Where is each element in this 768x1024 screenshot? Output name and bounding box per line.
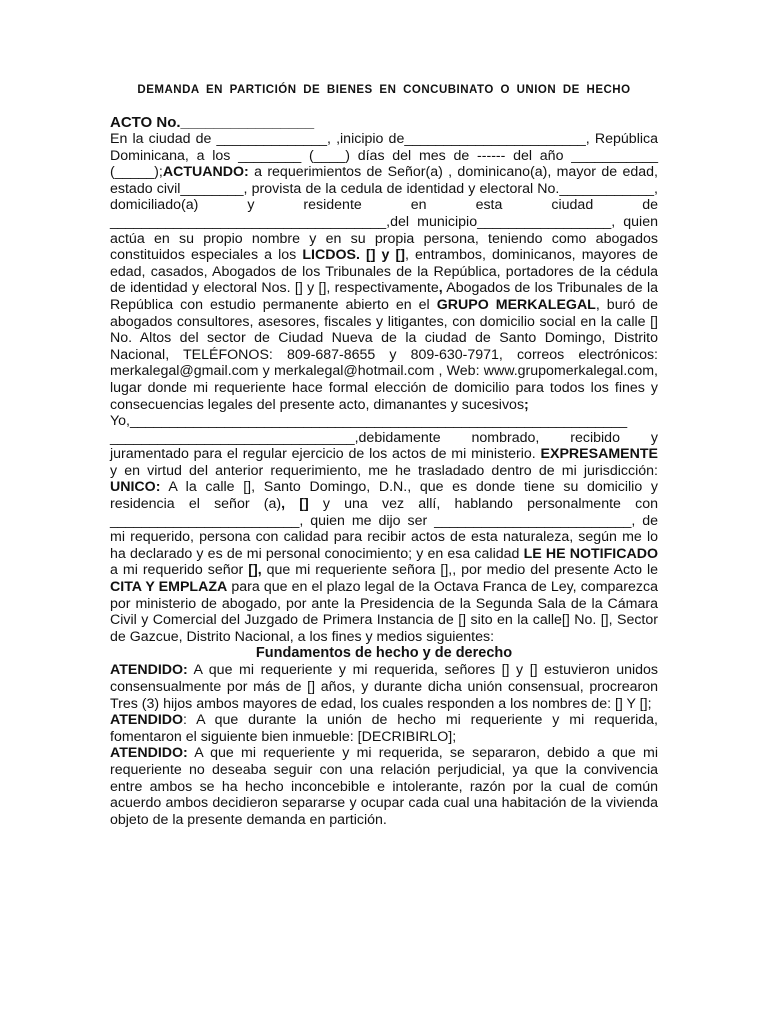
bold-text-run: CITA Y EMPLAZA	[110, 579, 228, 596]
text-run: , buró de abogados consultores, asesores, fiscales y litigantes, con domicilio social en la calle [] No. Altos del sector de Ciudad Nueva de la ciudad de Santo Domingo, Distrito Nacional, TELÉFONOS: 809-687-8655 y 809-630-7971, correos electrónicos: merkalegal@gmail.com y merkalegal@hotmail.com , Web: www.grupomerkalegal.com, lugar donde mi requeriente hace formal elección de domicilio para todos los fines y consecuencias legales del presente acto, dimanantes y sucesivos	[110, 296, 658, 413]
text-run: a mi requerido señor	[110, 562, 249, 579]
bold-text-run: [],	[248, 562, 262, 579]
notification-paragraph	[110, 413, 658, 645]
document-title: DEMANDA EN PARTICIÓN DE BIENES EN CONCUBINATO O UNION DE HECHO	[137, 84, 631, 96]
text-run: y en virtud del anterior requerimiento, me he trasladado dentro de mi jurisdicción:	[110, 462, 658, 479]
atendido-paragraph	[110, 662, 658, 712]
bold-text-run: LICDOS. [] y []	[302, 247, 405, 264]
intro-paragraph	[110, 131, 658, 413]
bold-text-run: UNICO:	[110, 479, 161, 496]
bold-text-run: , []	[281, 496, 309, 513]
document-page	[110, 84, 658, 828]
atendidos-list	[110, 662, 658, 828]
bold-text-run: ACTUANDO:	[162, 164, 249, 181]
text-run: y una vez allí, hablando personalmente con ________________________, quien me dijo ser _________________________, de mi requerido, persona con calidad para recibir actos de esta naturaleza, según me lo ha declarado y es de mi personal conocimiento; y en esa calidad	[110, 496, 658, 562]
atendido-paragraph	[110, 745, 658, 828]
bold-text-run: ATENDIDO:	[110, 662, 188, 679]
text-run: Abogados de los Tribunales de la República con estudio permanente abierto en el	[110, 280, 658, 313]
text-run: Yo,_______________________________________________________________ _______________________________,debidamente nombrado, recibido y juramentado para el regular ejercicio de los actos de mi ministerio.	[110, 413, 658, 463]
text-run: a requerimientos de Señor(a) , dominicano(a), mayor de edad, estado civil________, provista de la cedula de identidad y electoral No.____________, domiciliado(a) y residente en esta ciudad de ___________________________________,del municipio_________________, quien actúa en su propio nombre y en su propia persona, teniendo como abogados constituidos especiales a los	[110, 164, 658, 264]
text-run: : A que durante la unión de hecho mi requeriente y mi requerida, fomentaron el siguiente bien inmueble: [DECRIBIRLO];	[110, 712, 658, 745]
text-run: , entrambos, dominicanos, mayores de edad, casados, Abogados de los Tribunales de la República, portadores de la cédula de identidad y electoral Nos. [] y [], respectivamente	[110, 247, 658, 297]
text-run: A la calle [], Santo Domingo, D.N., que es donde tiene su domicilio y residencia el señor (a)	[110, 479, 658, 513]
bold-text-run: ATENDIDO	[110, 712, 184, 729]
text-run: que mi requeriente señora [],, por medio del presente Acto le	[261, 562, 659, 579]
text-run: A que mi requeriente y mi requerida, señores [] y [] estuvieron unidos consensualmente por más de [] años, y durante dicha unión consensual, procrearon Tres (3) hijos ambos mayores de edad, los cuales responden a los nombres de: [] Y [];	[110, 662, 658, 712]
bold-text-run: EXPRESAMENTE	[540, 446, 658, 463]
bold-text-run: LE HE NOTIFICADO	[523, 545, 658, 562]
bold-text-run: ;	[524, 396, 529, 413]
text-run: A que mi requeriente y mi requerida, se separaron, debido a que mi requeriente no deseaba seguir con una relación perjudicial, ya que la convivencia entre ambos se ha hecho inconcebible e intolerante, razón por la cual de común acuerdo ambos decidieron separarse y ocupar cada cual una habitación de la vivienda objeto de la presente demanda en partición.	[110, 745, 658, 828]
text-run: En la ciudad de ______________, ,inicipio de_______________________, República Dominicana, a los ________ (____) días del mes de ------ del año ___________ (_____);	[110, 131, 658, 181]
text-run: para que en el plazo legal de la Octava Franca de Ley, comparezca por ministerio de abogado, por ante la Presidencia de la Segunda Sala de la Cámara Civil y Comercial del Juzgado de Primera Instancia de [] sito en la calle[] No. [], Sector de Gazcue, Distrito Nacional, a los fines y medios siguientes:	[110, 579, 658, 645]
acto-number: ACTO No.________________	[110, 114, 315, 131]
atendido-paragraph	[110, 712, 658, 745]
bold-text-run: GRUPO MERKALEGAL	[436, 296, 596, 313]
section-heading: Fundamentos de hecho y de derecho	[255, 645, 513, 662]
bold-text-run: ATENDIDO:	[110, 745, 188, 762]
bold-text-run: ,	[438, 280, 443, 297]
